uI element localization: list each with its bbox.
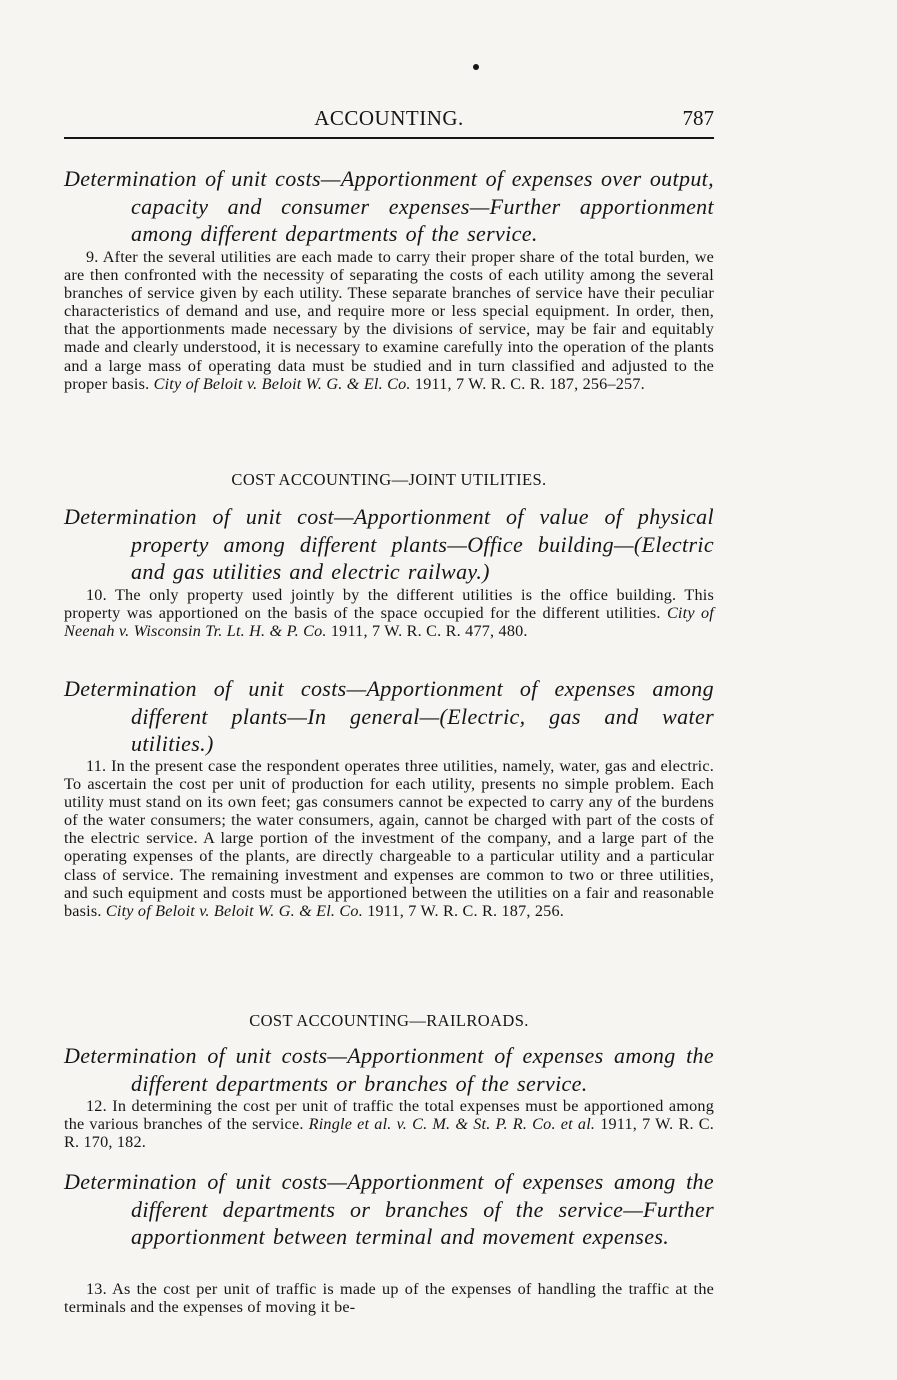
paragraph-number: 13.	[86, 1280, 107, 1298]
citation: 1911, 7 W. R. C. R. 187, 256–257.	[414, 374, 645, 393]
paragraph-body: As the cost per unit of traffic is made up of the expenses of handling the traffic at the terminals and the expenses of moving it be-	[64, 1280, 714, 1317]
section-heading-railroads	[64, 1011, 714, 1031]
case-name: Ringle et al. v. C. M. & St. P. R. Co. et al.	[308, 1115, 596, 1134]
heading-10	[64, 503, 714, 586]
paragraph-number: 11.	[86, 757, 107, 775]
heading-text: Determination of unit cost—Apportionment of value of physical property among different plants—Office building—(Electric and gas utilities and electric railway.)	[64, 504, 714, 584]
ink-dot	[473, 64, 479, 70]
header-rule	[64, 137, 714, 139]
case-name: City of Beloit v. Beloit W. G. & El. Co.	[105, 901, 363, 920]
paragraph-text	[64, 757, 714, 920]
citation: 1911, 7 W. R. C. R. 477, 480.	[330, 622, 528, 641]
paragraph-10	[64, 586, 714, 640]
heading-text: Determination of unit costs—Apportionment of expenses among different plants—In general—(Electric, gas and water utilities.)	[64, 676, 714, 756]
heading-13	[64, 1168, 714, 1251]
heading-text: Determination of unit costs—Apportionment of expenses among the different departments or branches of the service—Further apportionment between terminal and movement expenses.	[64, 1169, 714, 1249]
heading-12	[64, 1042, 714, 1097]
paragraph-text	[64, 1097, 714, 1151]
heading-text: Determination of unit costs—Apportionment of expenses over output, capacity and consumer expenses—Further apportionment among different departments of the service.	[64, 166, 714, 246]
citation: 1911, 7 W. R. C. R. 187, 256.	[367, 901, 564, 920]
citation: 1911, 7 W. R. C. R. 170, 182.	[64, 1115, 714, 1152]
paragraph-number: 9.	[86, 248, 99, 266]
heading-text: Determination of unit costs—Apportionment of expenses among the different departments or branches of the service.	[64, 1043, 714, 1096]
paragraph-13	[64, 1280, 714, 1316]
paragraph-text	[64, 586, 714, 640]
section-title: COST ACCOUNTING—JOINT UTILITIES.	[231, 470, 547, 489]
heading-9	[64, 165, 714, 248]
page-header	[64, 106, 714, 136]
section-title: COST ACCOUNTING—RAILROADS.	[249, 1011, 529, 1030]
case-name: City of Neenah v. Wisconsin Tr. Lt. H. & P. Co.	[64, 604, 714, 641]
paragraph-body: After the several utilities are each made to carry their proper share of the total burden, we are then confronted with the necessity of separating the costs of each utility among the several branches of service given by each utility. These separate branches of service have their peculiar characteristics of demand and use, and require more or less special equipment. In order, then, that the apportionments made necessary by the divisions of service, may be fair and equitably made and clearly understood, it is necessary to examine carefully into the operation of the plants and a large mass of operating data must be studied and in turn classified and adjusted to the proper basis.	[64, 248, 714, 393]
page-number: 787	[682, 106, 714, 130]
paragraph-11	[64, 757, 714, 920]
paragraph-12	[64, 1097, 714, 1151]
paragraph-body: In the present case the respondent operates three utilities, namely, water, gas and electric. To ascertain the cost per unit of production for each utility, presents no simple problem. Each utility must stand on its own feet; gas consumers cannot be expected to carry any of the burdens of the water consumers; the water consumers, again, cannot be charged with part of the costs of the electric service. A large portion of the investment of the company, and a large part of the operating expenses of the plants, are directly chargeable to a particular utility and a particular class of service. The remaining investment and expenses are common to two or three utilities, and such equipment and costs must be apportioned between the utilities on a fair and reasonable basis.	[64, 757, 715, 920]
paragraph-number: 10.	[86, 586, 107, 604]
paragraph-9	[64, 248, 714, 393]
paragraph-number: 12.	[86, 1097, 107, 1115]
section-heading-joint-utilities	[64, 470, 714, 490]
paragraph-body: In determining the cost per unit of traffic the total expenses must be apportioned among the various branches of the service.	[64, 1097, 714, 1134]
paragraph-body: The only property used jointly by the different utilities is the office building. This property was apportioned on the basis of the space occupied for the different utilities.	[64, 586, 714, 623]
case-name: City of Beloit v. Beloit W. G. & El. Co.	[153, 374, 411, 393]
paragraph-text	[64, 1280, 714, 1316]
heading-11	[64, 675, 714, 758]
running-title: ACCOUNTING.	[314, 106, 464, 130]
paragraph-text	[64, 248, 714, 393]
